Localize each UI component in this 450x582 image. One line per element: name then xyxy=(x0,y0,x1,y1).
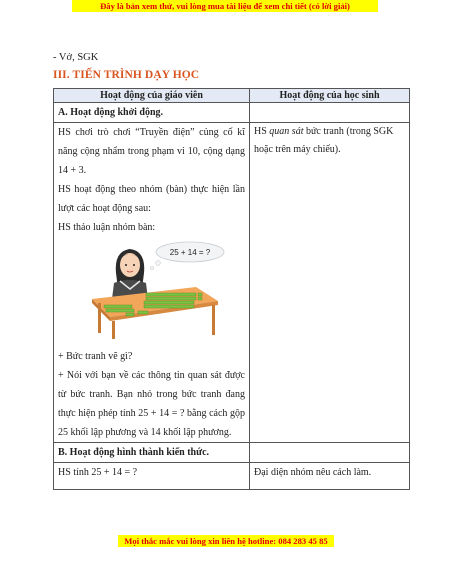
teacher-paragraph-4: + Bức tranh vẽ gì? xyxy=(58,351,133,362)
header-student: Hoạt động của học sinh xyxy=(250,89,410,103)
materials-line: - Vở, SGK xyxy=(53,52,99,63)
phase-a-teacher-cell xyxy=(54,123,250,443)
teacher-paragraph-3: HS thảo luận nhóm bàn: xyxy=(58,222,156,233)
hotline-footer: Mọi thắc mắc vui lòng xin liên hệ hotline: 084 283 45 85 xyxy=(118,535,334,547)
teacher-paragraph-1: HS chơi trò chơi “Truyền điện” củng cố kĩ năng cộng nhẩm trong phạm vi 10, cộng dạng 14 + 3. xyxy=(58,127,245,176)
table-header-row xyxy=(54,89,410,103)
girl-counting-cubes-illustration xyxy=(86,241,226,341)
thought-bubble-text: 25 + 14 = ? xyxy=(169,248,211,257)
phase-b-empty xyxy=(250,443,410,463)
phase-a-empty xyxy=(250,103,410,123)
teacher-paragraph-2: HS hoạt động theo nhóm (bàn) thực hiện lần lượt các hoạt động sau: xyxy=(58,184,245,214)
student-text-emphasis: quan sát xyxy=(269,126,304,137)
phase-b-row xyxy=(54,443,410,463)
phase-a-student-cell xyxy=(250,123,410,443)
phase-a-title: A. Hoạt động khởi động. xyxy=(54,103,250,123)
phase-b-student-cell: Đại diện nhóm nêu cách làm. xyxy=(250,463,410,490)
phase-b-title: B. Hoạt động hình thành kiến thức. xyxy=(54,443,250,463)
teacher-paragraph-5: + Nói với bạn về các thông tin quan sát được từ bức tranh. Bạn nhỏ trong bức tranh đang thực hiện phép tính 25 + 14 = ? bằng cách gộp 25 khối lập phương và 14 khối lập phương. xyxy=(58,370,245,438)
phase-b-teacher-cell: HS tính 25 + 14 = ? xyxy=(54,463,250,490)
student-text-suffix: bức tranh (trong SGK hoặc trên máy chiếu). xyxy=(254,126,394,155)
phase-b-content-row xyxy=(54,463,410,490)
lesson-plan-table xyxy=(53,88,410,490)
header-teacher: Hoạt động của giáo viên xyxy=(54,89,250,103)
student-paragraph-1 xyxy=(254,123,405,158)
student-text-prefix: HS xyxy=(254,126,270,137)
phase-a-row xyxy=(54,103,410,123)
preview-banner: Đây là bản xem thử, vui lòng mua tài liệu để xem chi tiết (có lời giải) xyxy=(72,0,378,12)
girl-figure xyxy=(112,249,148,299)
section-heading: III. TIẾN TRÌNH DẠY HỌC xyxy=(53,69,200,81)
thought-bubble xyxy=(150,242,224,270)
phase-a-content-row xyxy=(54,123,410,443)
